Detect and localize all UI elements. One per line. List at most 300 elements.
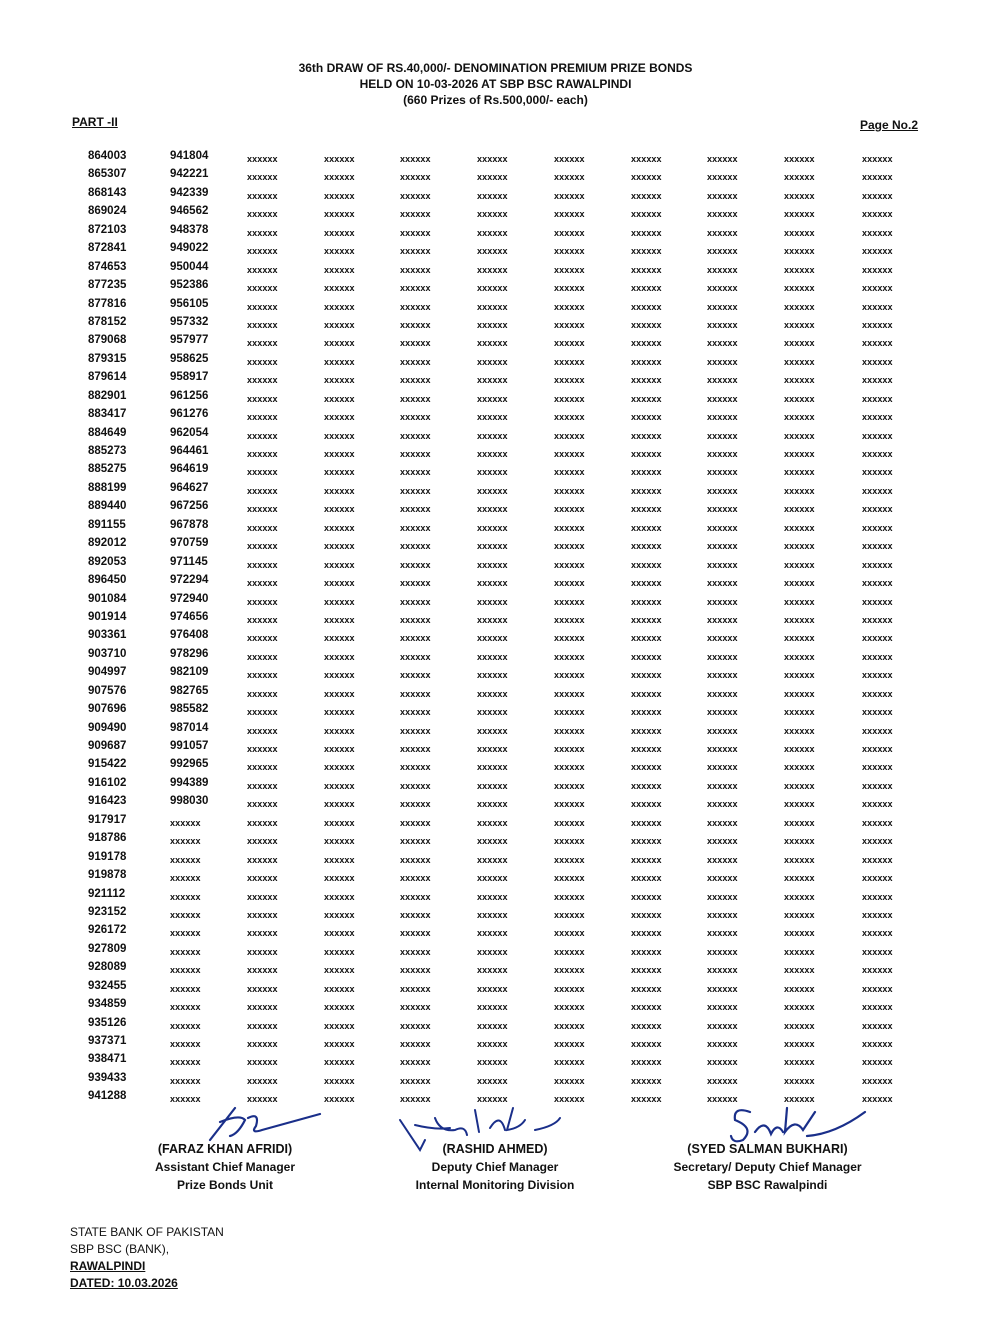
hidden-number-cell: xxxxxx — [324, 283, 355, 294]
hidden-number-cell: xxxxxx — [170, 817, 201, 828]
table-row — [88, 666, 918, 684]
hidden-number-cell: xxxxxx — [400, 651, 431, 662]
hidden-number-cell: xxxxxx — [400, 172, 431, 183]
hidden-number-cell: xxxxxx — [707, 356, 738, 367]
hidden-number-cell: xxxxxx — [477, 375, 508, 386]
hidden-number-cell: xxxxxx — [784, 430, 815, 441]
hidden-number-cell: xxxxxx — [477, 504, 508, 515]
table-row — [88, 463, 918, 481]
hidden-number-cell: xxxxxx — [247, 817, 278, 828]
table-row — [88, 1035, 918, 1053]
hidden-number-cell: xxxxxx — [707, 246, 738, 257]
hidden-number-cell: xxxxxx — [631, 504, 662, 515]
hidden-number-cell: xxxxxx — [707, 227, 738, 238]
bond-number-cell: 878152 — [88, 315, 127, 328]
hidden-number-cell: xxxxxx — [554, 449, 585, 459]
hidden-number-cell: xxxxxx — [707, 319, 738, 330]
hidden-number-cell: xxxxxx — [862, 688, 893, 699]
bond-number-cell: 961276 — [170, 408, 209, 421]
hidden-number-cell: xxxxxx — [554, 1075, 585, 1086]
hidden-number-cell: xxxxxx — [170, 1020, 201, 1031]
hidden-number-cell: xxxxxx — [247, 467, 278, 478]
hidden-number-cell: xxxxxx — [707, 1039, 738, 1049]
hidden-number-cell: xxxxxx — [631, 449, 662, 459]
hidden-number-cell: xxxxxx — [477, 578, 508, 589]
hidden-number-cell: xxxxxx — [631, 817, 662, 828]
signatory-3 — [650, 1140, 885, 1194]
hidden-number-cell: xxxxxx — [631, 891, 662, 902]
hidden-number-cell: xxxxxx — [631, 227, 662, 238]
hidden-number-cell: xxxxxx — [247, 209, 278, 220]
table-row — [88, 648, 918, 666]
hidden-number-cell: xxxxxx — [631, 338, 662, 349]
bond-number-cell: 879315 — [88, 352, 127, 365]
hidden-number-cell: xxxxxx — [554, 688, 585, 699]
table-row — [88, 205, 918, 223]
bond-number-cell: 948378 — [170, 223, 209, 236]
hidden-number-cell: xxxxxx — [707, 578, 738, 589]
hidden-number-cell: xxxxxx — [477, 688, 508, 699]
hidden-number-cell: xxxxxx — [400, 799, 431, 810]
hidden-number-cell: xxxxxx — [784, 338, 815, 349]
hidden-number-cell: xxxxxx — [247, 1002, 278, 1013]
hidden-number-cell: xxxxxx — [400, 1002, 431, 1013]
hidden-number-cell: xxxxxx — [862, 541, 893, 552]
hidden-number-cell: xxxxxx — [247, 725, 278, 736]
hidden-number-cell: xxxxxx — [862, 449, 893, 459]
hidden-number-cell: xxxxxx — [554, 707, 585, 718]
hidden-number-cell: xxxxxx — [784, 983, 815, 994]
bond-number-cell: 916102 — [88, 776, 127, 789]
hidden-number-cell: xxxxxx — [324, 633, 355, 644]
hidden-number-cell: xxxxxx — [554, 246, 585, 257]
hidden-number-cell: xxxxxx — [862, 744, 893, 754]
hidden-number-cell: xxxxxx — [784, 209, 815, 220]
hidden-number-cell: xxxxxx — [707, 172, 738, 183]
hidden-number-cell: xxxxxx — [477, 154, 508, 164]
hidden-number-cell: xxxxxx — [400, 559, 431, 570]
hidden-number-cell: xxxxxx — [784, 1075, 815, 1086]
hidden-number-cell: xxxxxx — [400, 873, 431, 884]
hidden-number-cell: xxxxxx — [784, 725, 815, 736]
hidden-number-cell: xxxxxx — [400, 154, 431, 164]
table-row — [88, 924, 918, 942]
hidden-number-cell: xxxxxx — [324, 596, 355, 607]
bond-number-cell: 869024 — [88, 205, 127, 218]
hidden-number-cell: xxxxxx — [324, 1002, 355, 1013]
hidden-number-cell: xxxxxx — [170, 1002, 201, 1013]
hidden-number-cell: xxxxxx — [554, 485, 585, 496]
hidden-number-cell: xxxxxx — [477, 172, 508, 183]
hidden-number-cell: xxxxxx — [400, 817, 431, 828]
hidden-number-cell: xxxxxx — [631, 467, 662, 478]
hidden-number-cell: xxxxxx — [784, 817, 815, 828]
bond-number-cell: 904997 — [88, 666, 127, 679]
hidden-number-cell: xxxxxx — [324, 338, 355, 349]
hidden-number-cell: xxxxxx — [477, 190, 508, 201]
hidden-number-cell: xxxxxx — [707, 633, 738, 644]
bond-number-cell: 927809 — [88, 942, 127, 955]
hidden-number-cell: xxxxxx — [324, 744, 355, 754]
hidden-number-cell: xxxxxx — [247, 485, 278, 496]
hidden-number-cell: xxxxxx — [784, 873, 815, 884]
hidden-number-cell: xxxxxx — [554, 301, 585, 312]
hidden-number-cell: xxxxxx — [400, 319, 431, 330]
hidden-number-cell: xxxxxx — [707, 375, 738, 386]
hidden-number-cell: xxxxxx — [631, 744, 662, 754]
hidden-number-cell: xxxxxx — [477, 485, 508, 496]
hidden-number-cell: xxxxxx — [477, 780, 508, 791]
hidden-number-cell: xxxxxx — [247, 633, 278, 644]
hidden-number-cell: xxxxxx — [477, 467, 508, 478]
hidden-number-cell: xxxxxx — [324, 504, 355, 515]
table-row — [88, 943, 918, 961]
bond-number-cell: 957977 — [170, 334, 209, 347]
table-row — [88, 500, 918, 518]
hidden-number-cell: xxxxxx — [324, 762, 355, 773]
signatory-3-title: Secretary/ Deputy Chief Manager — [673, 1160, 862, 1174]
hidden-number-cell: xxxxxx — [477, 356, 508, 367]
table-row — [88, 242, 918, 260]
hidden-number-cell: xxxxxx — [400, 375, 431, 386]
hidden-number-cell: xxxxxx — [247, 449, 278, 459]
hidden-number-cell: xxxxxx — [784, 799, 815, 810]
bond-number-cell: 935126 — [88, 1016, 127, 1029]
hidden-number-cell: xxxxxx — [784, 190, 815, 201]
hidden-number-cell: xxxxxx — [554, 227, 585, 238]
bond-number-cell: 946562 — [170, 205, 209, 218]
hidden-number-cell: xxxxxx — [631, 651, 662, 662]
bond-number-cell: 877235 — [88, 279, 127, 292]
hidden-number-cell: xxxxxx — [631, 762, 662, 773]
hidden-number-cell: xxxxxx — [862, 651, 893, 662]
bond-number-cell: 872841 — [88, 242, 127, 255]
bond-number-cell: 865307 — [88, 168, 127, 181]
bond-number-cell: 949022 — [170, 242, 209, 255]
hidden-number-cell: xxxxxx — [784, 762, 815, 773]
hidden-number-cell: xxxxxx — [862, 375, 893, 386]
hidden-number-cell: xxxxxx — [862, 338, 893, 349]
hidden-number-cell: xxxxxx — [554, 541, 585, 552]
bond-number-cell: 932455 — [88, 979, 127, 992]
hidden-number-cell: xxxxxx — [247, 854, 278, 865]
table-row — [88, 556, 918, 574]
hidden-number-cell: xxxxxx — [784, 854, 815, 865]
bond-number-cell: 864003 — [88, 150, 127, 162]
hidden-number-cell: xxxxxx — [400, 1039, 431, 1049]
hidden-number-cell: xxxxxx — [554, 338, 585, 349]
hidden-number-cell: xxxxxx — [400, 356, 431, 367]
hidden-number-cell: xxxxxx — [784, 1002, 815, 1013]
hidden-number-cell: xxxxxx — [400, 283, 431, 294]
hidden-number-cell: xxxxxx — [477, 1094, 508, 1105]
hidden-number-cell: xxxxxx — [862, 504, 893, 515]
hidden-number-cell: xxxxxx — [400, 412, 431, 423]
bond-number-cell: 976408 — [170, 629, 209, 642]
table-row — [88, 685, 918, 703]
hidden-number-cell: xxxxxx — [400, 762, 431, 773]
bond-number-cell: 957332 — [170, 315, 209, 328]
hidden-number-cell: xxxxxx — [324, 725, 355, 736]
hidden-number-cell: xxxxxx — [631, 946, 662, 957]
hidden-number-cell: xxxxxx — [324, 356, 355, 367]
hidden-number-cell: xxxxxx — [324, 1075, 355, 1086]
hidden-number-cell: xxxxxx — [631, 909, 662, 920]
bond-number-cell: 952386 — [170, 279, 209, 292]
hidden-number-cell: xxxxxx — [554, 522, 585, 533]
hidden-number-cell: xxxxxx — [707, 485, 738, 496]
hidden-number-cell: xxxxxx — [400, 1094, 431, 1105]
hidden-number-cell: xxxxxx — [707, 1002, 738, 1013]
hidden-number-cell: xxxxxx — [477, 430, 508, 441]
bond-number-cell: 921112 — [88, 887, 126, 900]
bond-number-cell: 964627 — [170, 481, 209, 494]
hidden-number-cell: xxxxxx — [324, 1020, 355, 1031]
table-row — [88, 888, 918, 906]
hidden-number-cell: xxxxxx — [324, 670, 355, 681]
table-row — [88, 279, 918, 297]
hidden-number-cell: xxxxxx — [247, 1057, 278, 1068]
hidden-number-cell: xxxxxx — [707, 744, 738, 754]
hidden-number-cell: xxxxxx — [400, 707, 431, 718]
hidden-number-cell: xxxxxx — [477, 1039, 508, 1049]
hidden-number-cell: xxxxxx — [247, 190, 278, 201]
hidden-number-cell: xxxxxx — [784, 578, 815, 589]
hidden-number-cell: xxxxxx — [554, 946, 585, 957]
hidden-number-cell: xxxxxx — [477, 1057, 508, 1068]
hidden-number-cell: xxxxxx — [707, 836, 738, 847]
hidden-number-cell: xxxxxx — [247, 1075, 278, 1086]
hidden-number-cell: xxxxxx — [247, 504, 278, 515]
hidden-number-cell: xxxxxx — [784, 264, 815, 275]
hidden-number-cell: xxxxxx — [400, 578, 431, 589]
hidden-number-cell: xxxxxx — [707, 965, 738, 976]
hidden-number-cell: xxxxxx — [707, 596, 738, 607]
hidden-number-cell: xxxxxx — [784, 946, 815, 957]
hidden-number-cell: xxxxxx — [477, 965, 508, 976]
bond-number-cell: 939433 — [88, 1071, 127, 1084]
hidden-number-cell: xxxxxx — [631, 688, 662, 699]
hidden-number-cell: xxxxxx — [862, 946, 893, 957]
hidden-number-cell: xxxxxx — [631, 1057, 662, 1068]
hidden-number-cell: xxxxxx — [554, 744, 585, 754]
bond-number-cell: 888199 — [88, 481, 127, 494]
bond-number-cell: 994389 — [170, 776, 209, 789]
bond-number-cell: 877816 — [88, 297, 127, 310]
hidden-number-cell: xxxxxx — [247, 596, 278, 607]
hidden-number-cell: xxxxxx — [631, 283, 662, 294]
hidden-number-cell: xxxxxx — [247, 375, 278, 386]
bond-number-cell: 941804 — [170, 150, 209, 162]
table-row — [88, 593, 918, 611]
hidden-number-cell: xxxxxx — [247, 799, 278, 810]
hidden-number-cell: xxxxxx — [400, 541, 431, 552]
hidden-number-cell: xxxxxx — [554, 1094, 585, 1105]
hidden-number-cell: xxxxxx — [707, 670, 738, 681]
hidden-number-cell: xxxxxx — [707, 780, 738, 791]
hidden-number-cell: xxxxxx — [554, 1039, 585, 1049]
hidden-number-cell: xxxxxx — [707, 707, 738, 718]
table-row — [88, 445, 918, 463]
bond-number-cell: 868143 — [88, 186, 127, 199]
table-row — [88, 150, 918, 168]
hidden-number-cell: xxxxxx — [324, 983, 355, 994]
bond-number-cell: 874653 — [88, 260, 127, 273]
hidden-number-cell: xxxxxx — [324, 873, 355, 884]
table-row — [88, 777, 918, 795]
hidden-number-cell: xxxxxx — [477, 596, 508, 607]
hidden-number-cell: xxxxxx — [554, 283, 585, 294]
hidden-number-cell: xxxxxx — [247, 301, 278, 312]
hidden-number-cell: xxxxxx — [631, 670, 662, 681]
signatory-3-unit: SBP BSC Rawalpindi — [707, 1178, 828, 1192]
hidden-number-cell: xxxxxx — [631, 541, 662, 552]
hidden-number-cell: xxxxxx — [554, 614, 585, 625]
hidden-number-cell: xxxxxx — [631, 559, 662, 570]
hidden-number-cell: xxxxxx — [707, 762, 738, 773]
hidden-number-cell: xxxxxx — [170, 965, 201, 976]
bond-number-cell: 972294 — [170, 574, 209, 587]
bond-number-cell: 901084 — [88, 592, 127, 605]
hidden-number-cell: xxxxxx — [707, 909, 738, 920]
bond-number-cell: 883417 — [88, 408, 127, 421]
hidden-number-cell: xxxxxx — [707, 873, 738, 884]
hidden-number-cell: xxxxxx — [477, 836, 508, 847]
hidden-number-cell: xxxxxx — [324, 449, 355, 459]
hidden-number-cell: xxxxxx — [862, 1075, 893, 1086]
hidden-number-cell: xxxxxx — [554, 762, 585, 773]
bond-number-cell: 919178 — [88, 850, 127, 863]
hidden-number-cell: xxxxxx — [324, 301, 355, 312]
hidden-number-cell: xxxxxx — [247, 578, 278, 589]
hidden-number-cell: xxxxxx — [862, 154, 893, 164]
hidden-number-cell: xxxxxx — [707, 522, 738, 533]
hidden-number-cell: xxxxxx — [477, 449, 508, 459]
hidden-number-cell: xxxxxx — [707, 264, 738, 275]
hidden-number-cell: xxxxxx — [784, 467, 815, 478]
bond-number-cell: 937371 — [88, 1035, 127, 1047]
hidden-number-cell: xxxxxx — [247, 909, 278, 920]
hidden-number-cell: xxxxxx — [324, 522, 355, 533]
hidden-number-cell: xxxxxx — [477, 412, 508, 423]
hidden-number-cell: xxxxxx — [400, 430, 431, 441]
hidden-number-cell: xxxxxx — [554, 172, 585, 183]
hidden-number-cell: xxxxxx — [631, 319, 662, 330]
hidden-number-cell: xxxxxx — [862, 780, 893, 791]
hidden-number-cell: xxxxxx — [784, 614, 815, 625]
header-venue: HELD ON 10-03-2026 AT SBP BSC RAWALPINDI — [359, 77, 632, 91]
hidden-number-cell: xxxxxx — [247, 928, 278, 939]
hidden-number-cell: xxxxxx — [247, 227, 278, 238]
hidden-number-cell: xxxxxx — [784, 375, 815, 386]
table-row — [88, 1017, 918, 1035]
hidden-number-cell: xxxxxx — [631, 965, 662, 976]
hidden-number-cell: xxxxxx — [247, 1020, 278, 1031]
hidden-number-cell: xxxxxx — [862, 891, 893, 902]
hidden-number-cell: xxxxxx — [707, 725, 738, 736]
bond-number-cell: 992965 — [170, 758, 209, 771]
hidden-number-cell: xxxxxx — [324, 485, 355, 496]
part-label: PART -II — [72, 115, 118, 129]
hidden-number-cell: xxxxxx — [477, 301, 508, 312]
table-row — [88, 334, 918, 352]
hidden-number-cell: xxxxxx — [631, 578, 662, 589]
hidden-number-cell: xxxxxx — [477, 227, 508, 238]
hidden-number-cell: xxxxxx — [631, 209, 662, 220]
hidden-number-cell: xxxxxx — [400, 449, 431, 459]
bond-number-cell: 971145 — [170, 555, 208, 568]
bond-number-cell: 967878 — [170, 518, 209, 531]
bond-number-cell: 934859 — [88, 998, 127, 1011]
hidden-number-cell: xxxxxx — [400, 891, 431, 902]
hidden-number-cell: xxxxxx — [707, 928, 738, 939]
prize-bond-table — [88, 150, 918, 1109]
hidden-number-cell: xxxxxx — [554, 817, 585, 828]
hidden-number-cell: xxxxxx — [324, 209, 355, 220]
hidden-number-cell: xxxxxx — [784, 633, 815, 644]
hidden-number-cell: xxxxxx — [631, 633, 662, 644]
hidden-number-cell: xxxxxx — [784, 1094, 815, 1105]
bond-number-cell: 892053 — [88, 555, 127, 568]
hidden-number-cell: xxxxxx — [862, 356, 893, 367]
hidden-number-cell: xxxxxx — [784, 227, 815, 238]
bond-number-cell: 885273 — [88, 445, 127, 457]
table-row — [88, 814, 918, 832]
signatory-1-name: (FARAZ KHAN AFRIDI) — [157, 1142, 293, 1156]
hidden-number-cell: xxxxxx — [554, 375, 585, 386]
hidden-number-cell: xxxxxx — [554, 1002, 585, 1013]
bond-number-cell: 956105 — [170, 297, 209, 310]
hidden-number-cell: xxxxxx — [170, 873, 201, 884]
bond-number-cell: 991057 — [170, 740, 209, 752]
hidden-number-cell: xxxxxx — [554, 1057, 585, 1068]
hidden-number-cell: xxxxxx — [554, 909, 585, 920]
hidden-number-cell: xxxxxx — [862, 1039, 893, 1049]
hidden-number-cell: xxxxxx — [631, 1002, 662, 1013]
table-row — [88, 408, 918, 426]
table-row — [88, 574, 918, 592]
hidden-number-cell: xxxxxx — [554, 670, 585, 681]
hidden-number-cell: xxxxxx — [247, 283, 278, 294]
hidden-number-cell: xxxxxx — [862, 430, 893, 441]
hidden-number-cell: xxxxxx — [400, 264, 431, 275]
hidden-number-cell: xxxxxx — [707, 467, 738, 478]
hidden-number-cell: xxxxxx — [400, 614, 431, 625]
hidden-number-cell: xxxxxx — [247, 319, 278, 330]
hidden-number-cell: xxxxxx — [400, 670, 431, 681]
hidden-number-cell: xxxxxx — [324, 651, 355, 662]
hidden-number-cell: xxxxxx — [631, 393, 662, 404]
hidden-number-cell: xxxxxx — [477, 1020, 508, 1031]
bond-number-cell: 982109 — [170, 666, 209, 679]
hidden-number-cell: xxxxxx — [707, 891, 738, 902]
hidden-number-cell: xxxxxx — [862, 1057, 893, 1068]
hidden-number-cell: xxxxxx — [247, 780, 278, 791]
hidden-number-cell: xxxxxx — [784, 707, 815, 718]
hidden-number-cell: xxxxxx — [631, 172, 662, 183]
hidden-number-cell: xxxxxx — [554, 928, 585, 939]
footer-city: RAWALPINDI — [70, 1259, 146, 1273]
hidden-number-cell: xxxxxx — [324, 578, 355, 589]
hidden-number-cell: xxxxxx — [631, 799, 662, 810]
hidden-number-cell: xxxxxx — [400, 633, 431, 644]
hidden-number-cell: xxxxxx — [170, 928, 201, 939]
hidden-number-cell: xxxxxx — [862, 301, 893, 312]
hidden-number-cell: xxxxxx — [554, 965, 585, 976]
hidden-number-cell: xxxxxx — [707, 817, 738, 828]
hidden-number-cell: xxxxxx — [862, 209, 893, 220]
bond-number-cell: 941288 — [88, 1090, 127, 1103]
